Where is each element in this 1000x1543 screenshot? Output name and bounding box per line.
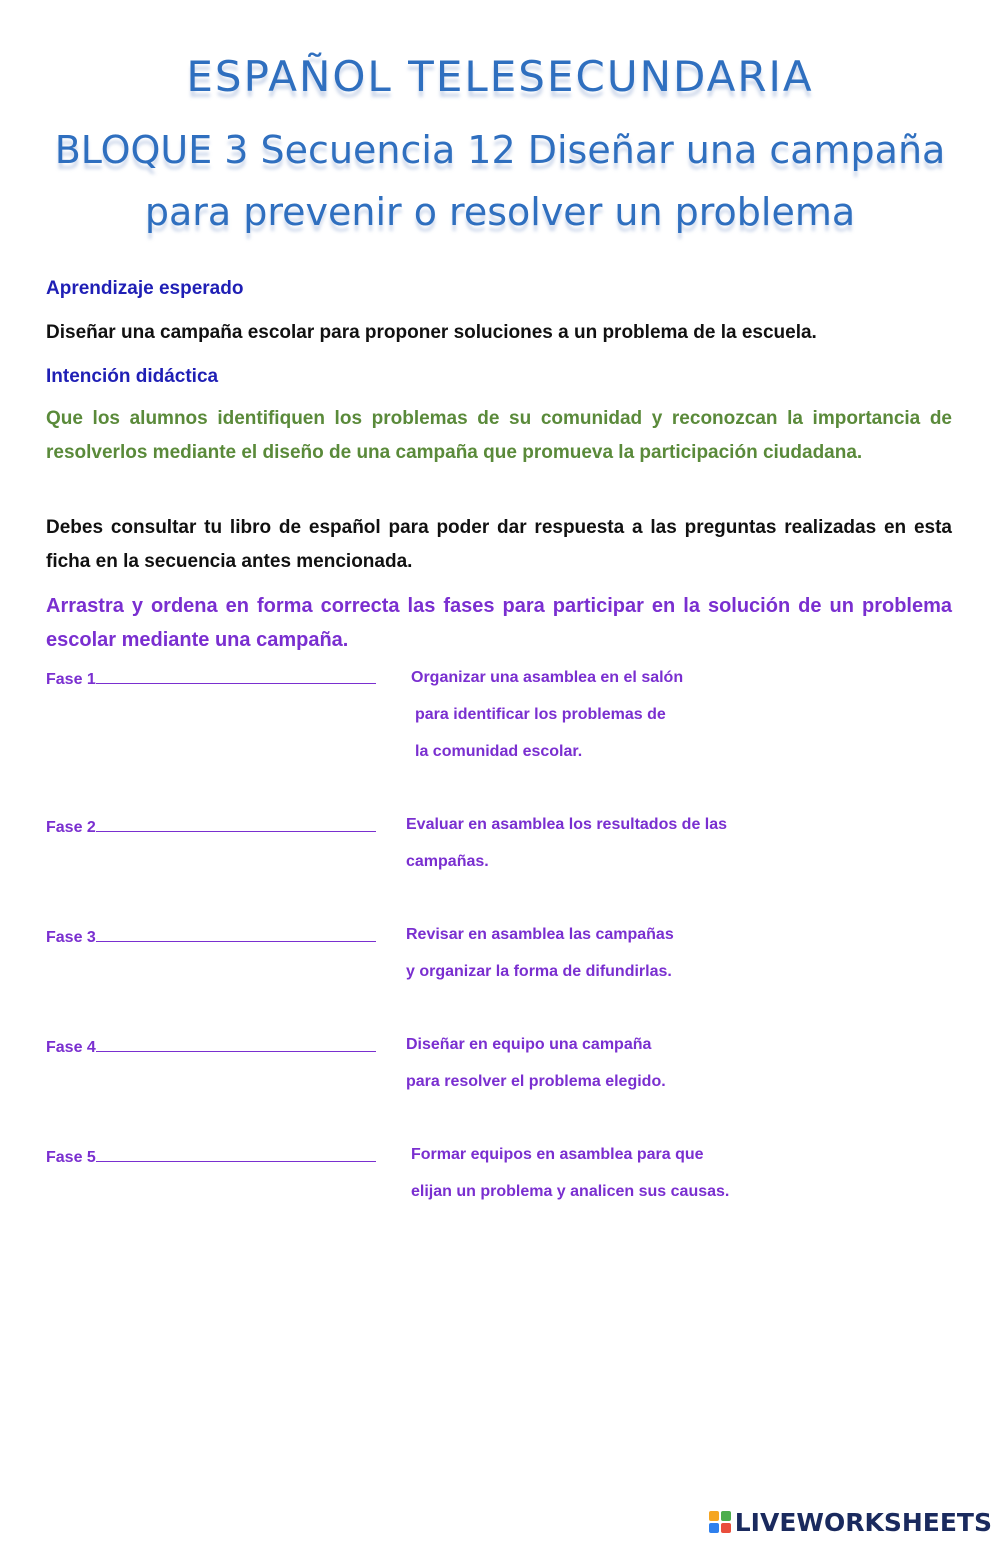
option-line: la comunidad escolar. <box>415 743 583 760</box>
instruction-text: Debes consultar tu libro de español para poder dar respuesta a las preguntas realizadas en esta ficha en la secuencia antes mencionada. <box>46 517 952 572</box>
worksheet-subtitle-line-2: para prevenir o resolver un problema <box>144 190 856 234</box>
option-line: para resolver el problema elegido. <box>406 1073 666 1090</box>
phase-2-answer-line[interactable] <box>96 815 376 832</box>
option-line: para identificar los problemas de <box>415 706 666 723</box>
option-line: Evaluar en asamblea los resultados de las <box>406 816 728 833</box>
option-line: campañas. <box>406 853 489 870</box>
option-line: Organizar una asamblea en el salón <box>411 669 684 686</box>
logo-square-i <box>721 1511 731 1521</box>
liveworksheets-logo-icon <box>709 1511 731 1533</box>
liveworksheets-logo <box>709 1502 992 1542</box>
option-line: y organizar la forma de difundirlas. <box>406 963 672 980</box>
phase-5-answer-line[interactable] <box>96 1145 376 1162</box>
phase-1-label: Fase 1 <box>46 671 96 688</box>
draggable-option-evaluar[interactable] <box>406 806 727 880</box>
intencion-text: Que los alumnos identifiquen los problemas de su comunidad y reconozcan la importancia de resolverlos mediante el diseño de una campaña que promueva la participación ciudadana. <box>46 408 952 463</box>
phase-2-drop-target[interactable] <box>46 815 376 837</box>
logo-square-v <box>709 1523 719 1533</box>
worksheet-title: ESPAÑOL TELESECUNDARIA <box>186 52 814 101</box>
phase-4-drop-target[interactable] <box>46 1035 376 1057</box>
draggable-option-revisar[interactable] <box>406 916 674 990</box>
phase-5-label: Fase 5 <box>46 1149 96 1166</box>
aprendizaje-heading: Aprendizaje esperado <box>46 278 244 299</box>
phase-4-answer-line[interactable] <box>96 1035 376 1052</box>
aprendizaje-text: Diseñar una campaña escolar para proponer soluciones a un problema de la escuela. <box>46 322 817 343</box>
phase-1-answer-line[interactable] <box>96 667 376 684</box>
option-line: Diseñar en equipo una campaña <box>406 1036 652 1053</box>
draggable-option-organizar[interactable] <box>411 659 683 770</box>
option-line: Formar equipos en asamblea para que <box>411 1146 704 1163</box>
option-line: Revisar en asamblea las campañas <box>406 926 674 943</box>
phase-4-label: Fase 4 <box>46 1039 96 1056</box>
activity-instruction: Arrastra y ordena en forma correcta las fases para participar en la solución de un problema escolar mediante una campaña. <box>46 595 952 651</box>
phase-3-answer-line[interactable] <box>96 925 376 942</box>
phase-1-drop-target[interactable] <box>46 667 376 689</box>
option-line: elijan un problema y analicen sus causas. <box>411 1183 730 1200</box>
phase-2-label: Fase 2 <box>46 819 96 836</box>
logo-square-e <box>721 1523 731 1533</box>
logo-square-l <box>709 1511 719 1521</box>
logo-text: LIVEWORKSHEETS <box>734 1507 992 1537</box>
phase-3-label: Fase 3 <box>46 929 96 946</box>
intencion-heading: Intención didáctica <box>46 366 219 387</box>
draggable-option-formar[interactable] <box>411 1136 729 1210</box>
phase-5-drop-target[interactable] <box>46 1145 376 1167</box>
worksheet-subtitle-line-1: BLOQUE 3 Secuencia 12 Diseñar una campaña <box>54 128 946 172</box>
phase-3-drop-target[interactable] <box>46 925 376 947</box>
draggable-option-disenar[interactable] <box>406 1026 666 1100</box>
